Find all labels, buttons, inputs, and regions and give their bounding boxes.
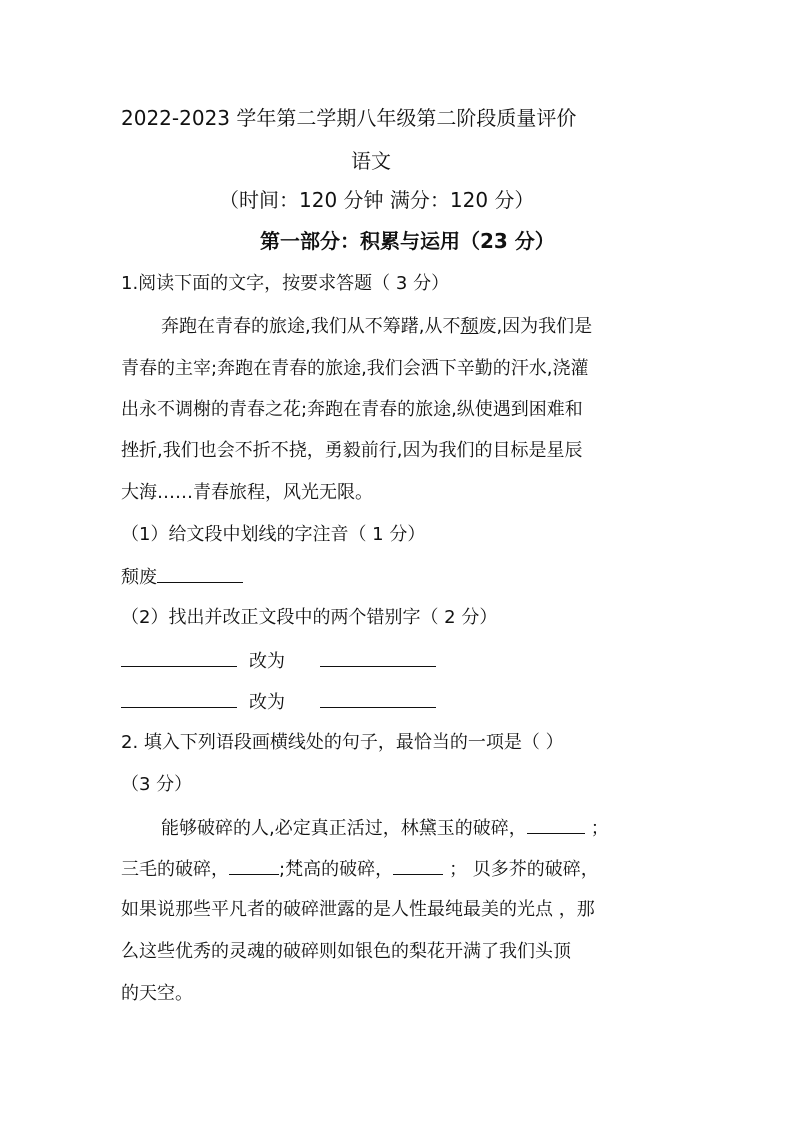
exam-info: （时间：120 分钟 满分：120 分） <box>219 188 535 212</box>
change-label: 改为 <box>249 651 285 672</box>
exam-title: 2022-2023 学年第二学期八年级第二阶段质量评价 <box>121 106 577 130</box>
q1-passage-line-3: 出永不调榭的青春之花;奔跑在青春的旅途,纵使遇到困难和 <box>121 399 583 420</box>
correct-char-blank-1[interactable] <box>320 648 436 667</box>
passage-text: 奔跑在青春的旅途,我们从不筹躇,从不 <box>161 316 461 337</box>
wrong-char-blank-2[interactable] <box>121 689 237 708</box>
pinyin-target-word: 颓废 <box>121 567 157 588</box>
fill-blank-2[interactable] <box>229 856 279 875</box>
change-label: 改为 <box>249 692 285 713</box>
q1-sub1-prompt: （1）给文段中划线的字注音（ 1 分） <box>121 524 426 545</box>
passage-text: ； 贝多芥的破碎， <box>449 859 599 880</box>
q1-correction-row-1 <box>121 648 436 674</box>
correct-char-blank-2[interactable] <box>320 689 436 708</box>
subject-title: 语文 <box>351 149 391 173</box>
q1-correction-row-2 <box>121 689 436 715</box>
q2-passage-line-5: 的天空。 <box>121 983 193 1004</box>
fill-blank-1[interactable] <box>527 815 585 834</box>
q2-passage-line-2 <box>121 856 599 882</box>
passage-text: 废,因为我们是 <box>478 316 593 337</box>
passage-text: ;梵高的破碎， <box>279 859 394 880</box>
q1-passage-line-1 <box>161 315 592 339</box>
q1-sub1-answer-row <box>121 564 243 590</box>
passage-text: 三毛的破碎， <box>121 859 229 880</box>
q1-passage-line-4: 挫折,我们也会不折不挠，勇毅前行,因为我们的目标是星辰 <box>121 440 583 461</box>
q2-prompt: 2. 填入下列语段画横线处的句子，最恰当的一项是（ ） <box>121 732 564 753</box>
pinyin-answer-blank[interactable] <box>157 564 243 583</box>
q1-passage-line-2: 青春的主宰;奔跑在青春的旅途,我们会洒下辛勤的汗水,浇灌 <box>121 358 589 379</box>
part1-heading: 第一部分：积累与运用（23 分） <box>260 229 555 253</box>
q2-passage-line-4: 么这些优秀的灵魂的破碎则如银色的梨花开满了我们头顶 <box>121 941 571 962</box>
wrong-char-blank-1[interactable] <box>121 648 237 667</box>
fill-blank-3[interactable] <box>393 856 443 875</box>
q1-prompt: 1.阅读下面的文字，按要求答题（ 3 分） <box>121 273 450 294</box>
passage-text: 能够破碎的人,必定真正活过，林黛玉的破碎， <box>161 818 527 839</box>
q2-passage-line-1 <box>161 815 609 841</box>
q2-points: （3 分） <box>121 774 193 795</box>
q1-passage-line-5: 大海……青春旅程，风光无限。 <box>121 482 373 503</box>
q2-passage-line-3: 如果说那些平凡者的破碎泄露的是人性最纯最美的光点 ，那 <box>121 899 595 920</box>
passage-text: ； <box>590 818 609 839</box>
q1-sub2-prompt: （2）找出并改正文段中的两个错别字（ 2 分） <box>121 607 498 628</box>
underlined-char: 颓 <box>460 316 479 337</box>
